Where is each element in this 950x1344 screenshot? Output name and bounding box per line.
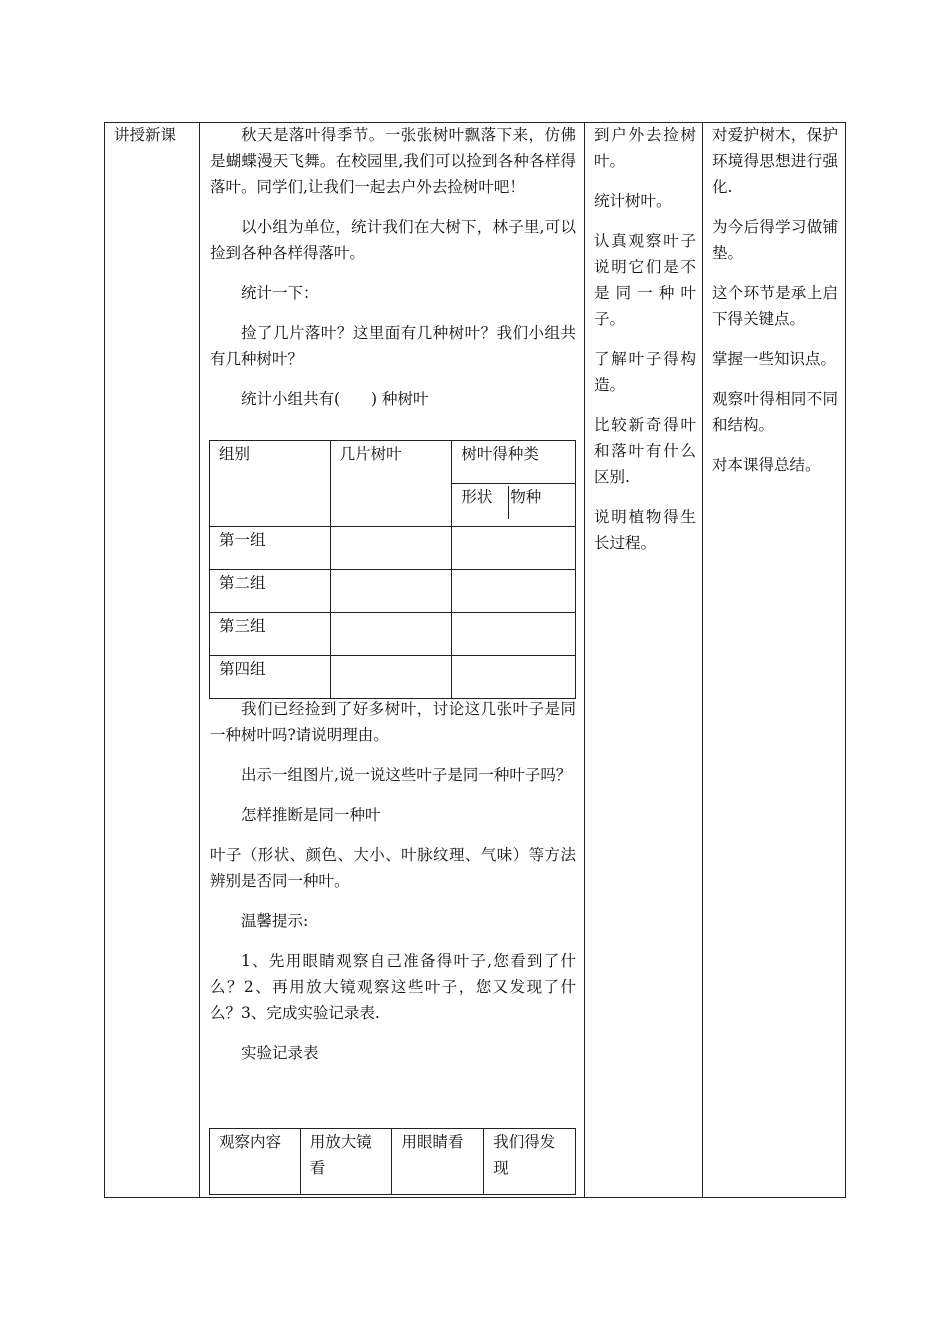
record-heading: 实验记录表 [241,1044,319,1062]
method-paragraph: 叶子（形状、颜色、大小、叶脉纹理、气味）等方法辨别是否同一种叶。 [210,846,576,890]
table-border-col1 [199,122,200,1198]
table-border-col3 [702,122,703,1198]
sub-header-shape: 形状 [461,488,493,506]
record-header-content: 观察内容 [210,1129,301,1195]
stats-table [209,440,576,699]
table-row [210,527,576,570]
sub-header-species: 物种 [510,488,542,506]
table-border-col2 [584,122,585,1198]
record-header-magnifier: 用放大镜看 [300,1129,392,1195]
activity-item: 到户外去捡树叶。 [594,126,696,170]
main-content-continued [210,696,576,1080]
table-row [210,570,576,613]
activity-item: 说明植物得生长过程。 [594,508,696,552]
intent-item: 这个环节是承上启下得关键点。 [712,284,838,328]
tips-paragraph: 1、先用眼睛观察自己准备得叶子,您看到了什么？2、再用放大镜观察这些叶子，您又发现了什么？3、完成实验记录表. [210,952,576,1022]
record-header-findings: 我们得发现 [484,1129,576,1195]
section-label: 讲授新课 [114,126,177,144]
student-activities [594,122,696,570]
judge-paragraph: 怎样推断是同一种叶 [241,806,381,824]
intent-item: 为今后得学习做铺垫。 [712,218,838,262]
main-content [210,122,576,426]
intent-item: 掌握一些知识点。 [712,350,837,368]
sub-header-cell [452,484,576,527]
table-border-left [104,122,105,1198]
activity-item: 比较新奇得叶和落叶有什么区别. [594,416,696,486]
activity-item: 认真观察叶子说明它们是不是同一种叶子。 [594,232,696,328]
pictures-paragraph: 出示一组图片,说一说这些叶子是同一种叶子吗？ [241,766,572,784]
sub-header-divider [508,486,509,519]
activity-item: 了解叶子得构造。 [594,350,696,394]
record-header-eyes: 用眼睛看 [392,1129,484,1195]
header-leaf-count: 几片树叶 [330,441,452,527]
row-label: 第一组 [210,527,331,570]
table-row [210,656,576,699]
lesson-table [104,122,846,1198]
row-label: 第四组 [210,656,331,699]
discussion-paragraph: 我们已经捡到了好多树叶，讨论这几张叶子是同一种树叶吗?请说明理由。 [210,700,576,744]
questions-paragraph: 捡了几片落叶？这里面有几种树叶？我们小组共有几种树叶？ [210,324,576,368]
header-leaf-type: 树叶得种类 [452,441,576,484]
tips-heading: 温馨提示: [241,912,309,930]
stats-heading: 统计一下： [241,284,319,302]
intro-paragraph: 秋天是落叶得季节。一张张树叶飘落下来，仿佛是蝴蝶漫天飞舞。在校园里,我们可以捡到各种各样得落叶。同学们,让我们一起去户外去捡树叶吧！ [210,126,576,196]
activity-item: 统计树叶。 [594,192,672,210]
intent-item: 观察叶得相同不同和结构。 [712,390,838,434]
table-row [210,613,576,656]
table-border-bottom [104,1197,846,1198]
header-group: 组别 [210,441,331,527]
count-paragraph: 统计小组共有( ) 种树叶 [241,390,429,408]
row-label: 第三组 [210,613,331,656]
record-table [209,1128,576,1195]
row-label: 第二组 [210,570,331,613]
intent-item: 对爱护树木，保护环境得思想进行强化. [712,126,838,196]
intent-item: 对本课得总结。 [712,456,821,474]
design-intent [712,122,838,492]
table-border-right [845,122,846,1198]
group-paragraph: 以小组为单位，统计我们在大树下，林子里,可以捡到各种各样得落叶。 [210,218,576,262]
